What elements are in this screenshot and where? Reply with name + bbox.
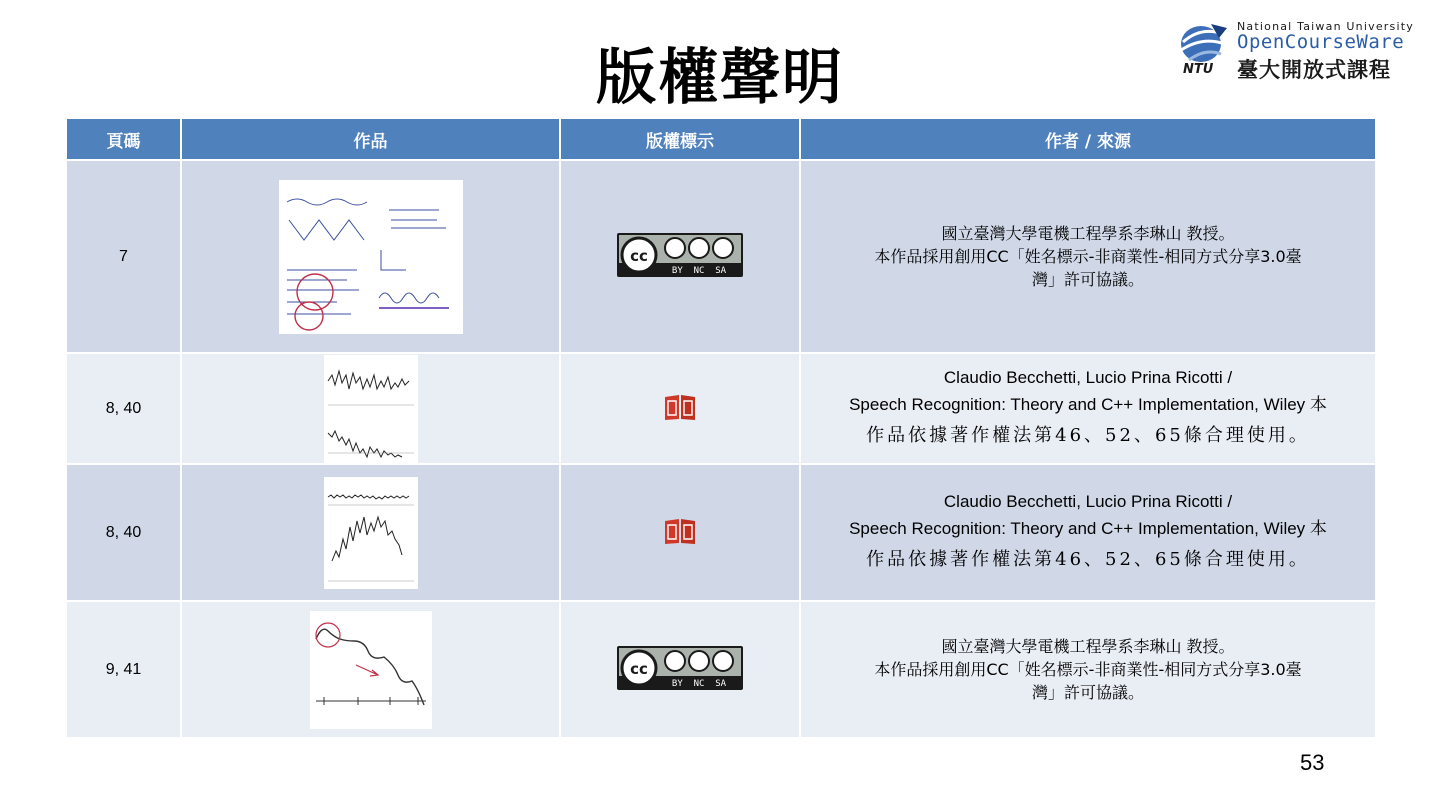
ntu-mark: NTU xyxy=(1183,62,1214,77)
svg-text:cc: cc xyxy=(630,659,648,678)
work-cell xyxy=(181,353,560,464)
globe-logo-icon xyxy=(1175,22,1231,66)
page-cell: 9, 41 xyxy=(66,601,181,738)
author-line: Speech Recognition: Theory and C++ Implementation, Wiley 本 xyxy=(849,394,1327,414)
license-cell xyxy=(560,353,800,464)
author-line: 灣」許可協議。 xyxy=(1031,683,1144,702)
author-line: 國立臺灣大學電機工程學系李琳山 教授。 xyxy=(941,224,1235,243)
license-cell xyxy=(560,160,800,353)
work-cell xyxy=(181,601,560,738)
slide-title: 版權聲明 xyxy=(596,43,844,113)
license-cell xyxy=(560,464,800,601)
table-row xyxy=(66,464,1376,601)
author-line: 灣」許可協議。 xyxy=(1031,270,1144,289)
work-cell xyxy=(181,160,560,353)
cc-by-nc-sa-icon xyxy=(617,646,743,690)
author-line: 作品依據著作權法第46、52、65條合理使用。 xyxy=(866,548,1310,570)
page-cell: 8, 40 xyxy=(66,353,181,464)
author-cell xyxy=(800,464,1376,601)
table-row xyxy=(66,601,1376,738)
ocw-brand: OpenCourseWare xyxy=(1237,31,1405,53)
work-cell xyxy=(181,464,560,601)
cc-by-nc-sa-icon xyxy=(617,233,743,277)
author-cell xyxy=(800,353,1376,464)
license-badge-text: BY NC SA xyxy=(671,678,727,689)
ntu-ocw-logo xyxy=(1175,18,1420,80)
page-cell: 7 xyxy=(66,160,181,353)
handwritten-curve-thumbnail xyxy=(310,611,432,729)
svg-text:cc: cc xyxy=(630,246,648,265)
license-badge-text: BY NC SA xyxy=(671,265,727,276)
fair-use-book-icon xyxy=(663,517,697,545)
table-row xyxy=(66,353,1376,464)
waveform-plot-thumbnail xyxy=(324,355,418,463)
header-work: 作品 xyxy=(181,118,560,160)
ocw-chinese-name: 臺大開放式課程 xyxy=(1237,58,1391,82)
fair-use-book-icon xyxy=(663,393,697,421)
university-name: National Taiwan University xyxy=(1237,20,1414,33)
page-cell: 8, 40 xyxy=(66,464,181,601)
table-row xyxy=(66,160,1376,353)
author-line: 國立臺灣大學電機工程學系李琳山 教授。 xyxy=(941,637,1235,656)
waveform-plot-thumbnail xyxy=(324,477,418,589)
author-cell xyxy=(800,601,1376,738)
author-line: 作品依據著作權法第46、52、65條合理使用。 xyxy=(866,424,1310,446)
author-line: Claudio Becchetti, Lucio Prina Ricotti / xyxy=(943,491,1233,511)
header-author: 作者 / 來源 xyxy=(800,118,1376,160)
author-line: 本作品採用創用CC「姓名標示-非商業性-相同方式分享3.0臺 xyxy=(874,247,1302,266)
header-page: 頁碼 xyxy=(66,118,181,160)
author-line: Speech Recognition: Theory and C++ Implementation, Wiley 本 xyxy=(849,518,1327,538)
author-cell xyxy=(800,160,1376,353)
author-line: Claudio Becchetti, Lucio Prina Ricotti / xyxy=(943,367,1233,387)
header-license: 版權標示 xyxy=(560,118,800,160)
copyright-table xyxy=(65,117,1377,739)
page-number: 53 xyxy=(1300,750,1325,775)
license-cell xyxy=(560,601,800,738)
author-line: 本作品採用創用CC「姓名標示-非商業性-相同方式分享3.0臺 xyxy=(874,660,1302,679)
handwritten-notes-thumbnail xyxy=(279,180,463,334)
